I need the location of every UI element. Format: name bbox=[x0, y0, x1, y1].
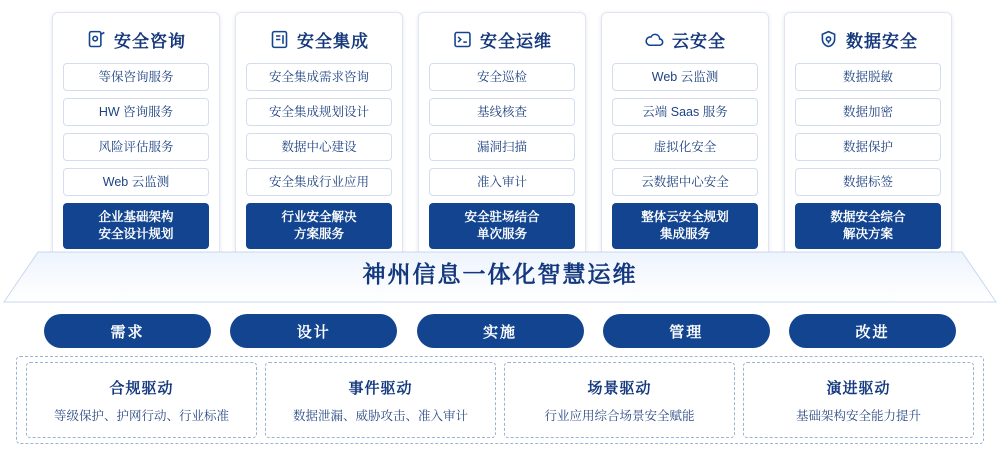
column-title: 安全运维 bbox=[480, 32, 552, 51]
column-footer bbox=[795, 203, 941, 249]
consulting-icon bbox=[86, 29, 107, 50]
driver-subtitle: 数据泄漏、威胁攻击、准入审计 bbox=[292, 408, 468, 423]
column-footer-line2: 单次服务 bbox=[476, 227, 527, 241]
driver-incident bbox=[265, 362, 496, 438]
column-footer-line1: 企业基础架构 bbox=[98, 210, 174, 224]
list-item[interactable]: Web 云监测 bbox=[63, 168, 209, 196]
column-header bbox=[246, 27, 392, 52]
list-item[interactable]: Web 云监测 bbox=[612, 63, 758, 91]
column-cloud-security bbox=[601, 12, 769, 262]
column-title: 数据安全 bbox=[846, 32, 918, 51]
cloud-icon bbox=[644, 29, 665, 50]
list-item[interactable]: 漏洞扫描 bbox=[429, 133, 575, 161]
driver-title: 场景驱动 bbox=[587, 379, 652, 397]
column-security-operations bbox=[418, 12, 586, 262]
column-title: 安全咨询 bbox=[114, 32, 186, 51]
column-header bbox=[795, 27, 941, 52]
operations-icon bbox=[452, 29, 473, 50]
pill-management[interactable]: 管理 bbox=[603, 314, 770, 348]
column-header bbox=[612, 27, 758, 52]
list-item[interactable]: 云数据中心安全 bbox=[612, 168, 758, 196]
list-item[interactable]: 安全集成规划设计 bbox=[246, 98, 392, 126]
list-item[interactable]: 数据脱敏 bbox=[795, 63, 941, 91]
driver-title: 合规驱动 bbox=[109, 379, 174, 397]
list-item[interactable]: 数据保护 bbox=[795, 133, 941, 161]
integration-icon bbox=[269, 29, 290, 50]
column-footer-line1: 整体云安全规划 bbox=[641, 210, 729, 224]
driver-subtitle: 等级保护、护网行动、行业标准 bbox=[53, 408, 229, 423]
column-header bbox=[429, 27, 575, 52]
column-footer bbox=[246, 203, 392, 249]
column-header bbox=[63, 27, 209, 52]
list-item[interactable]: 准入审计 bbox=[429, 168, 575, 196]
list-item[interactable]: 数据标签 bbox=[795, 168, 941, 196]
lifecycle-pills bbox=[44, 314, 956, 348]
pill-design[interactable]: 设计 bbox=[230, 314, 397, 348]
driver-title: 事件驱动 bbox=[348, 379, 413, 397]
drivers-section bbox=[16, 356, 984, 444]
driver-evolution bbox=[743, 362, 974, 438]
list-item[interactable]: 云端 Saas 服务 bbox=[612, 98, 758, 126]
driver-compliance bbox=[26, 362, 257, 438]
list-item[interactable]: 数据中心建设 bbox=[246, 133, 392, 161]
service-columns bbox=[52, 12, 952, 262]
column-footer-line1: 数据安全综合 bbox=[830, 210, 906, 224]
list-item[interactable]: 安全集成行业应用 bbox=[246, 168, 392, 196]
list-item[interactable]: 安全巡检 bbox=[429, 63, 575, 91]
column-footer-line2: 解决方案 bbox=[842, 227, 893, 241]
column-footer-line2: 集成服务 bbox=[659, 227, 710, 241]
driver-title: 演进驱动 bbox=[826, 379, 891, 397]
column-footer-line1: 行业安全解决 bbox=[281, 210, 357, 224]
list-item[interactable]: 数据加密 bbox=[795, 98, 941, 126]
column-footer bbox=[63, 203, 209, 249]
list-item[interactable]: 基线核查 bbox=[429, 98, 575, 126]
driver-subtitle: 行业应用综合场景安全赋能 bbox=[544, 408, 695, 423]
column-footer-line2: 安全设计规划 bbox=[98, 227, 174, 241]
column-footer-line1: 安全驻场结合 bbox=[464, 210, 540, 224]
list-item[interactable]: 风险评估服务 bbox=[63, 133, 209, 161]
column-title: 云安全 bbox=[672, 32, 726, 51]
pill-implementation[interactable]: 实施 bbox=[417, 314, 584, 348]
pill-improvement[interactable]: 改进 bbox=[789, 314, 956, 348]
column-security-consulting bbox=[52, 12, 220, 262]
list-item[interactable]: HW 咨询服务 bbox=[63, 98, 209, 126]
list-item[interactable]: 安全集成需求咨询 bbox=[246, 63, 392, 91]
list-item[interactable]: 虚拟化安全 bbox=[612, 133, 758, 161]
platform-title: 神州信息一体化智慧运维 bbox=[362, 261, 638, 287]
data-security-icon bbox=[818, 29, 839, 50]
driver-scenario bbox=[504, 362, 735, 438]
column-title: 安全集成 bbox=[297, 32, 369, 51]
column-security-integration bbox=[235, 12, 403, 262]
column-footer bbox=[429, 203, 575, 249]
column-footer-line2: 方案服务 bbox=[293, 227, 344, 241]
list-item[interactable]: 等保咨询服务 bbox=[63, 63, 209, 91]
pill-requirement[interactable]: 需求 bbox=[44, 314, 211, 348]
column-footer bbox=[612, 203, 758, 249]
column-data-security bbox=[784, 12, 952, 262]
driver-subtitle: 基础架构安全能力提升 bbox=[795, 408, 921, 423]
